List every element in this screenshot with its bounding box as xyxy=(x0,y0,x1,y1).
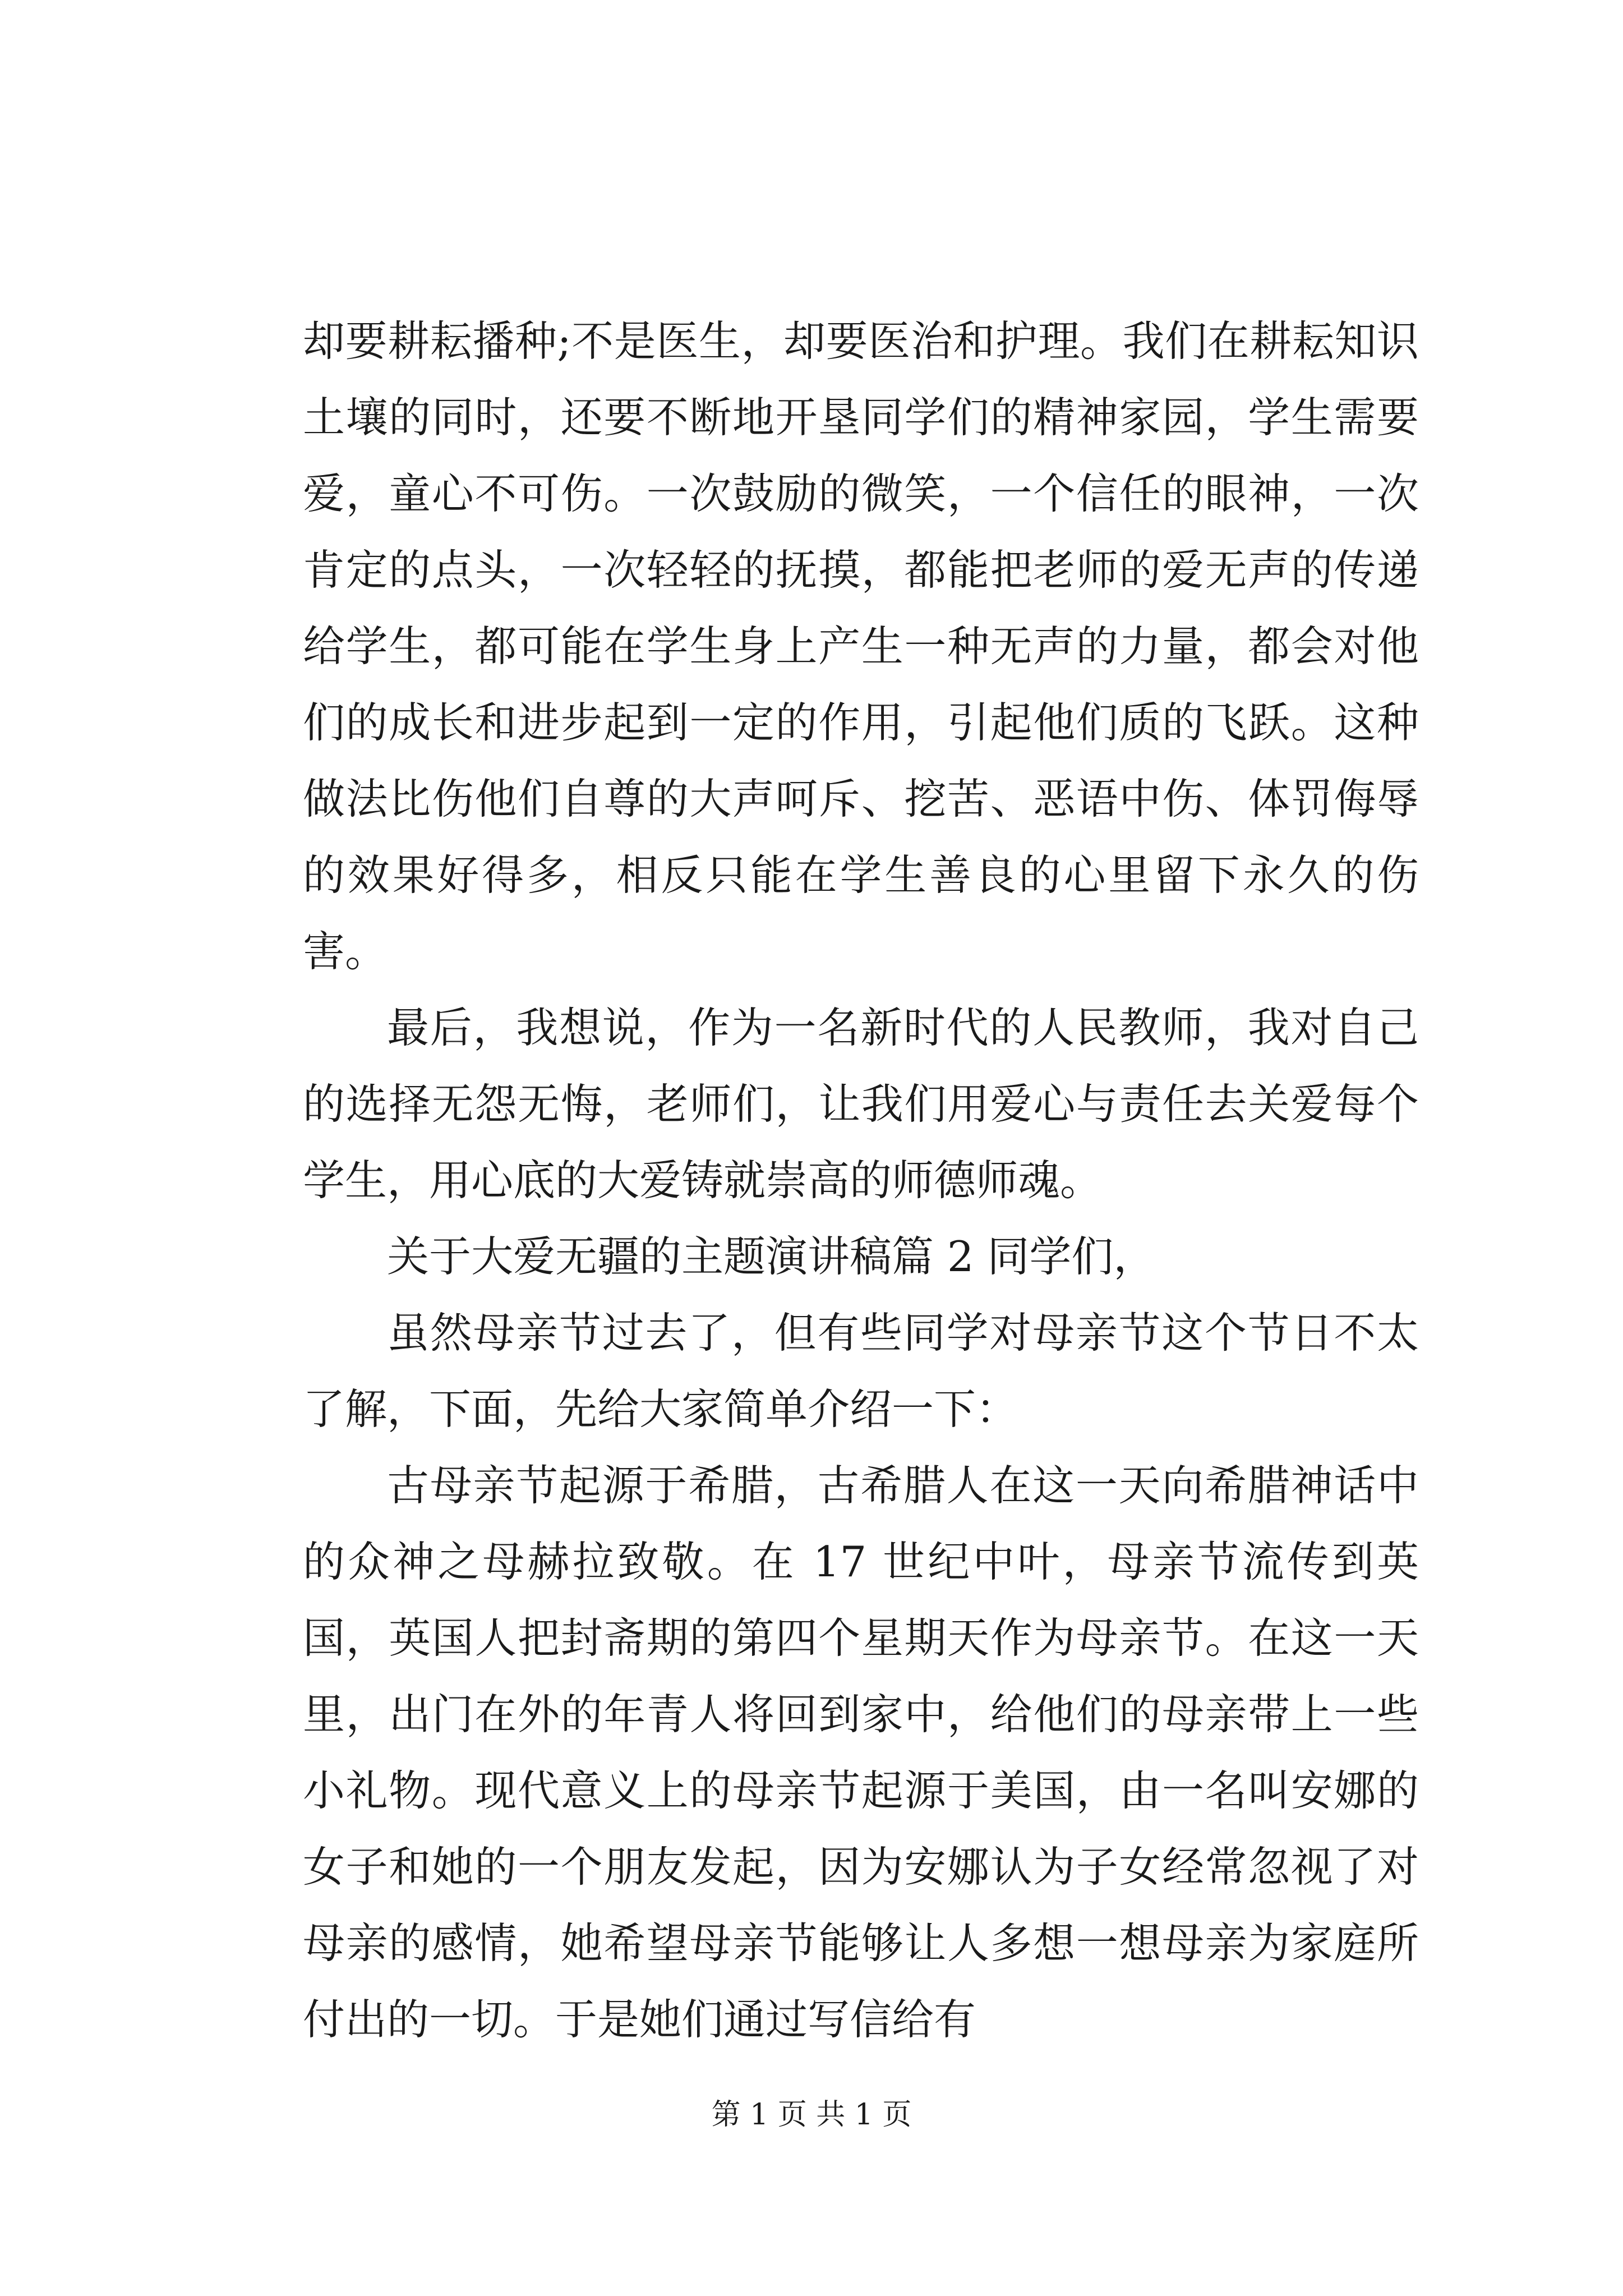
paragraph-continued: 却要耕耘播种;不是医生，却要医治和护理。我们在耕耘知识土壤的同时，还要不断地开垦同学们的精神家园，学生需要爱，童心不可伤。一次鼓励的微笑，一个信任的眼神，一次肯定的点头，一次轻轻的抚摸，都能把老师的爱无声的传递给学生，都可能在学生身上产生一种无声的力量，都会对他们的成长和进步起到一定的作用，引起他们质的飞跃。这种做法比伤他们自尊的大声呵斥、挖苦、恶语中伤、体罚侮辱的效果好得多，相反只能在学生善良的心里留下永久的伤害。 xyxy=(303,316,1419,976)
document-body xyxy=(303,303,1419,2058)
paragraph: 虽然母亲节过去了，但有些同学对母亲节这个节日不太了解，下面，先给大家简单介绍一下： xyxy=(303,1308,1419,1434)
paragraph: 古母亲节起源于希腊，古希腊人在这一天向希腊神话中的众神之母赫拉致敬。在 17 世纪中叶，母亲节流传到英国，英国人把封斋期的第四个星期天作为母亲节。在这一天里，出门在外的年青人将回到家中，给他们的母亲带上一些小礼物。现代意义上的母亲节起源于美国，由一名叫安娜的女子和她的一个朋友发起，因为安娜认为子女经常忽视了对母亲的感情，她希望母亲节能够让人多想一想母亲为家庭所付出的一切。于是她们通过写信给有 xyxy=(303,1461,1419,2044)
paragraph: 最后，我想说，作为一名新时代的人民教师，我对自己的选择无怨无悔，老师们，让我们用爱心与责任去关爱每个学生，用心底的大爱铸就崇高的师德师魂。 xyxy=(303,1003,1419,1205)
page-footer: 第 1 页 共 1 页 xyxy=(711,2098,912,2132)
section-heading: 关于大爱无疆的主题演讲稿篇 2 同学们， xyxy=(387,1232,1156,1281)
